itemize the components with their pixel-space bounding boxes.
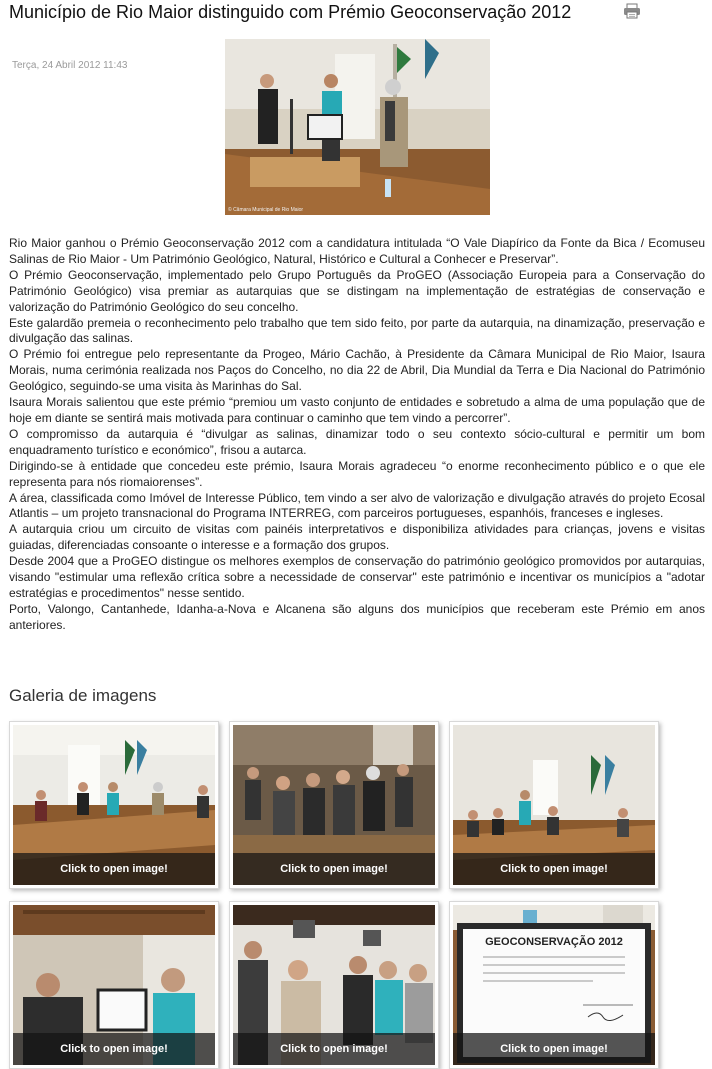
article-paragraph: Desde 2004 que a ProGEO distingue os melhores exemplos de conservação do património geológico promovidos por autarquias, visando "estimular uma reflexão crítica sobre a necessidade de conservar" este património e incentivar os municípios a "adotar estratégias e procedimentos" nesse sentido. — [9, 554, 705, 600]
article-paragraph: O Prémio foi entregue pelo representante da Progeo, Mário Cachão, à Presidente da Câmara Municipal de Rio Maior, Isaura Morais, numa cerimónia realizada nos Paços do Concelho, no dia 22 de Abril, Dia Mundial da Terra e Dia Nacional do Património Geológico, seguindo-se uma visita às Marinhas do Sal. — [9, 347, 705, 394]
article-paragraph: A área, classificada como Imóvel de Interesse Público, tem vindo a ser alvo de valorização e divulgação através do projeto Ecosal Atlantis – um projeto transnacional do Programa INTERREG, com parceiros portugueses, espanhóis, franceses e ingleses. — [9, 490, 705, 521]
article-paragraph: O compromisso da autarquia é “divulgar as salinas, dinamizar todo o seu contexto sócio-cultural e permitir um bom enquadramento turístico e económico”, frisou a autarca. — [9, 426, 705, 457]
article-paragraph: A autarquia criou um circuito de visitas com painéis interpretativos e disponibiliza atividades para crianças, jovens e visitas guiadas, diferenciadas consoante o interesse e a formação dos grupos. — [9, 522, 705, 553]
article-paragraph: O Prémio Geoconservação, implementado pelo Grupo Português da ProGEO (Associação Europeia para a Conservação do Património Geológico) visa premiar as autarquias que se distingam na implementação de estratégias de conservação e valorização do Património Geológico do seu concelho. — [9, 267, 705, 314]
gallery-thumbnail[interactable] — [229, 901, 439, 1069]
ceremony-photo — [225, 39, 490, 215]
gallery-thumbnail[interactable] — [229, 721, 439, 889]
article-date: Terça, 24 Abril 2012 11:43 — [12, 60, 128, 71]
article-paragraph: Dirigindo-se à entidade que concedeu este prémio, Isaura Morais agradeceu “o enorme reconhecimento público e o que ele representa para nós riomaiorenses”. — [9, 458, 705, 489]
open-image-caption[interactable]: Click to open image! — [233, 853, 435, 885]
printer-icon[interactable] — [623, 3, 641, 19]
article-body — [9, 236, 705, 634]
article-title: Município de Rio Maior distinguido com Prémio Geoconservação 2012 — [9, 2, 572, 22]
open-image-caption[interactable]: Click to open image! — [453, 853, 655, 885]
gallery-thumbnail[interactable] — [449, 901, 659, 1069]
gallery-thumbnail[interactable] — [9, 901, 219, 1069]
article-paragraph: Rio Maior ganhou o Prémio Geoconservação 2012 com a candidatura intitulada “O Vale Diapírico da Fonte da Bica / Ecomuseu Salinas de Rio Maior - Um Património Geológico, Natural, Histórico e Cultural a Conhecer e Preservar”. — [9, 236, 705, 266]
open-image-caption[interactable]: Click to open image! — [233, 1033, 435, 1065]
article-paragraph: Este galardão premeia o reconhecimento pelo trabalho que tem sido feito, por parte da autarquia, na dinamização, preservação e divulgação das salinas. — [9, 315, 705, 346]
open-image-caption[interactable]: Click to open image! — [13, 1033, 215, 1065]
photo-credit: © Câmara Municipal de Rio Maior — [228, 207, 304, 213]
gallery-thumbnail[interactable] — [9, 721, 219, 889]
gallery-thumbnail[interactable] — [449, 721, 659, 889]
certificate-heading: GEOCONSERVAÇÃO 2012 — [485, 936, 623, 948]
article-paragraph: Porto, Valongo, Cantanhede, Idanha-a-Nova e Alcanena são alguns dos municípios que receberam este Prémio em anos anteriores. — [9, 601, 705, 632]
gallery-title: Galeria de imagens — [9, 686, 157, 705]
open-image-caption[interactable]: Click to open image! — [13, 853, 215, 885]
article-paragraph: Isaura Morais salientou que este prémio “premiou um vasto conjunto de entidades e sobretudo a alma de uma população que de hoje em diante se sentirá mais motivada para continuar o caminho que tem vindo a percorrer”. — [9, 395, 705, 425]
open-image-caption[interactable]: Click to open image! — [453, 1033, 655, 1065]
